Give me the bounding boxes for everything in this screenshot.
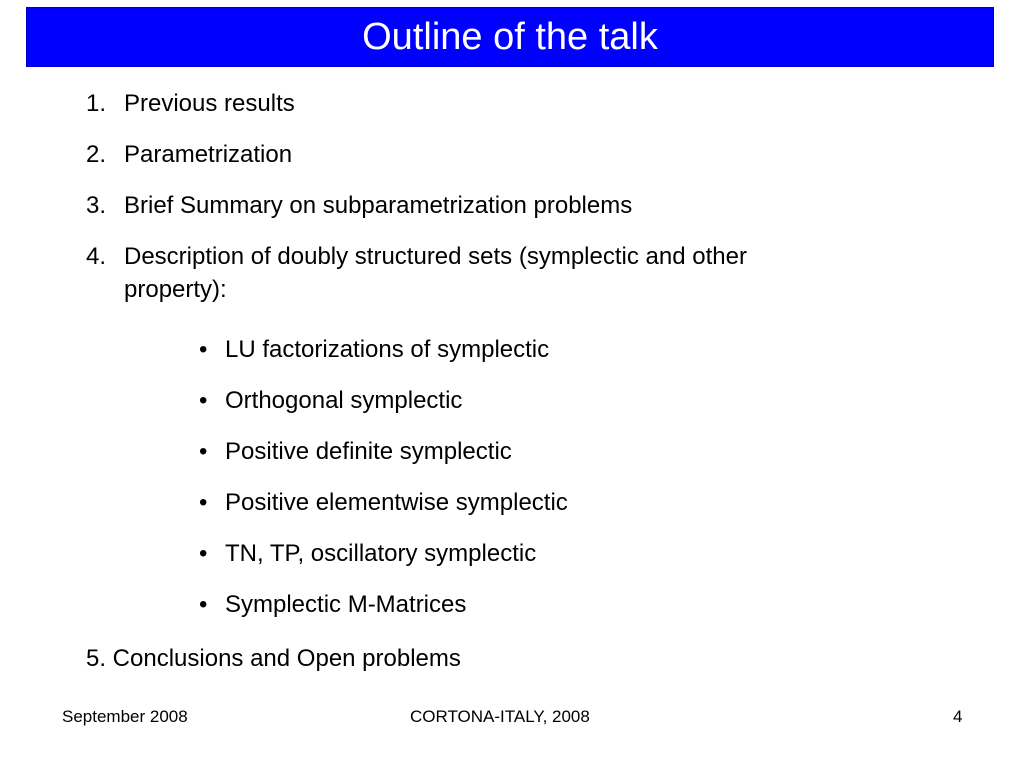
item-number: 4.: [86, 243, 107, 270]
footer-date: September 2008: [62, 707, 188, 726]
slide-title: Outline of the talk: [362, 16, 658, 58]
bullet-icon: •: [199, 591, 208, 618]
bullet-text: LU factorizations of symplectic: [225, 336, 550, 363]
bullet-text: Positive elementwise symplectic: [225, 489, 568, 516]
footer-event: CORTONA-ITALY, 2008: [410, 707, 590, 726]
bullet-text: Orthogonal symplectic: [225, 387, 463, 414]
bullet-text: Symplectic M-Matrices: [225, 591, 467, 618]
item-number: 1.: [86, 90, 107, 117]
item-number: 2.: [86, 141, 107, 168]
conclusion-item: 5. Conclusions and Open problems: [86, 645, 461, 672]
bullet-text: Positive definite symplectic: [225, 438, 512, 465]
item-text: Brief Summary on subparametrization problems: [124, 192, 633, 219]
bullet-icon: •: [199, 438, 208, 465]
item-text: Previous results: [124, 90, 295, 117]
bullet-icon: •: [199, 387, 208, 414]
bullet-icon: •: [199, 489, 208, 516]
item-number: 3.: [86, 192, 107, 219]
bullet-text: TN, TP, oscillatory symplectic: [225, 540, 537, 567]
footer-page-number: 4: [953, 707, 963, 726]
bullet-icon: •: [199, 336, 208, 363]
bullet-icon: •: [199, 540, 208, 567]
item-text: Parametrization: [124, 141, 293, 168]
item-text-continued: property):: [124, 276, 227, 303]
slide-title-bar: [26, 7, 994, 67]
item-text: Description of doubly structured sets (symplectic and other: [124, 243, 747, 270]
